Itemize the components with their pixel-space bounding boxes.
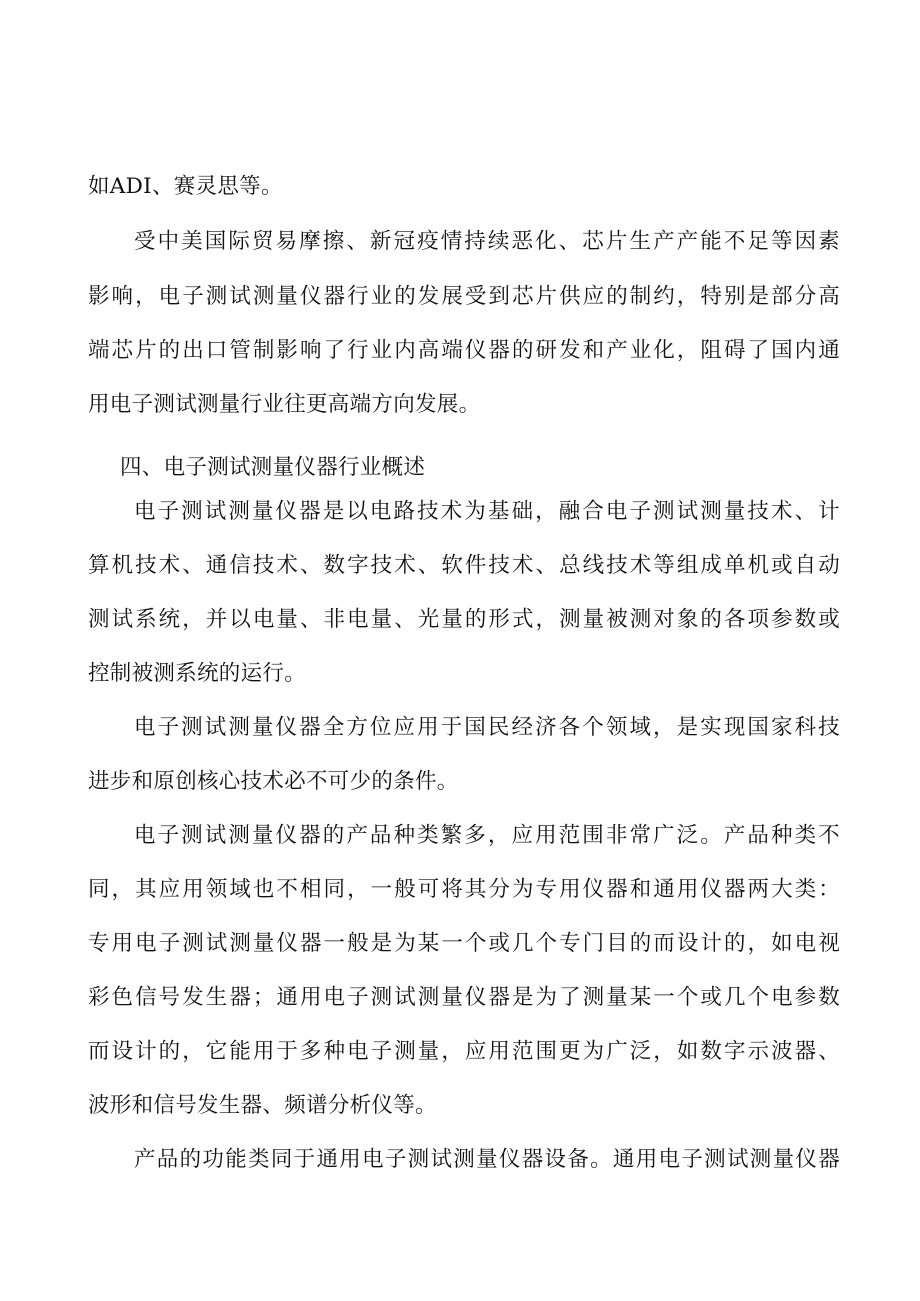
paragraph-line: 电子测试测量仪器全方位应用于国民经济各个领域，是实现国家科技 [134, 715, 840, 740]
paragraph-line: 用电子测试测量行业往更高端方向发展。 [88, 392, 481, 417]
paragraph-line: 如ADI、赛灵思等。 [88, 174, 283, 199]
paragraph-line: 进步和原创核心技术必不可少的条件。 [88, 769, 459, 794]
paragraph-line: 测试系统，并以电量、非电量、光量的形式，测量被测对象的各项参数或 [88, 607, 840, 632]
paragraph-line: 产品的功能类同于通用电子测试测量仪器设备。通用电子测试测量仪器 [134, 1147, 840, 1172]
paragraph-line: 而设计的，它能用于多种电子测量，应用范围更为广泛，如数字示波器、 [88, 1039, 840, 1064]
paragraph-line: 专用电子测试测量仪器一般是为某一个或几个专门目的而设计的，如电视 [88, 931, 840, 956]
paragraph-line: 影响，电子测试测量仪器行业的发展受到芯片供应的制约，特别是部分高 [88, 284, 840, 309]
paragraph-line: 端芯片的出口管制影响了行业内高端仪器的研发和产业化，阻碍了国内通 [88, 338, 840, 363]
paragraph-line: 波形和信号发生器、频谱分析仪等。 [88, 1093, 437, 1118]
paragraph-line: 控制被测系统的运行。 [88, 661, 307, 686]
paragraph-line: 同，其应用领域也不相同，一般可将其分为专用仪器和通用仪器两大类： [88, 877, 840, 902]
paragraph-line: 算机技术、通信技术、数字技术、软件技术、总线技术等组成单机或自动 [88, 553, 840, 578]
paragraph-line: 彩色信号发生器；通用电子测试测量仪器是为了测量某一个或几个电参数 [88, 985, 840, 1010]
paragraph-line: 电子测试测量仪器是以电路技术为基础，融合电子测试测量技术、计 [134, 499, 840, 524]
paragraph-line: 受中美国际贸易摩擦、新冠疫情持续恶化、芯片生产产能不足等因素 [134, 229, 840, 254]
paragraph-line: 电子测试测量仪器的产品种类繁多，应用范围非常广泛。产品种类不 [134, 823, 840, 848]
section-heading: 四、电子测试测量仪器行业概述 [120, 455, 426, 480]
